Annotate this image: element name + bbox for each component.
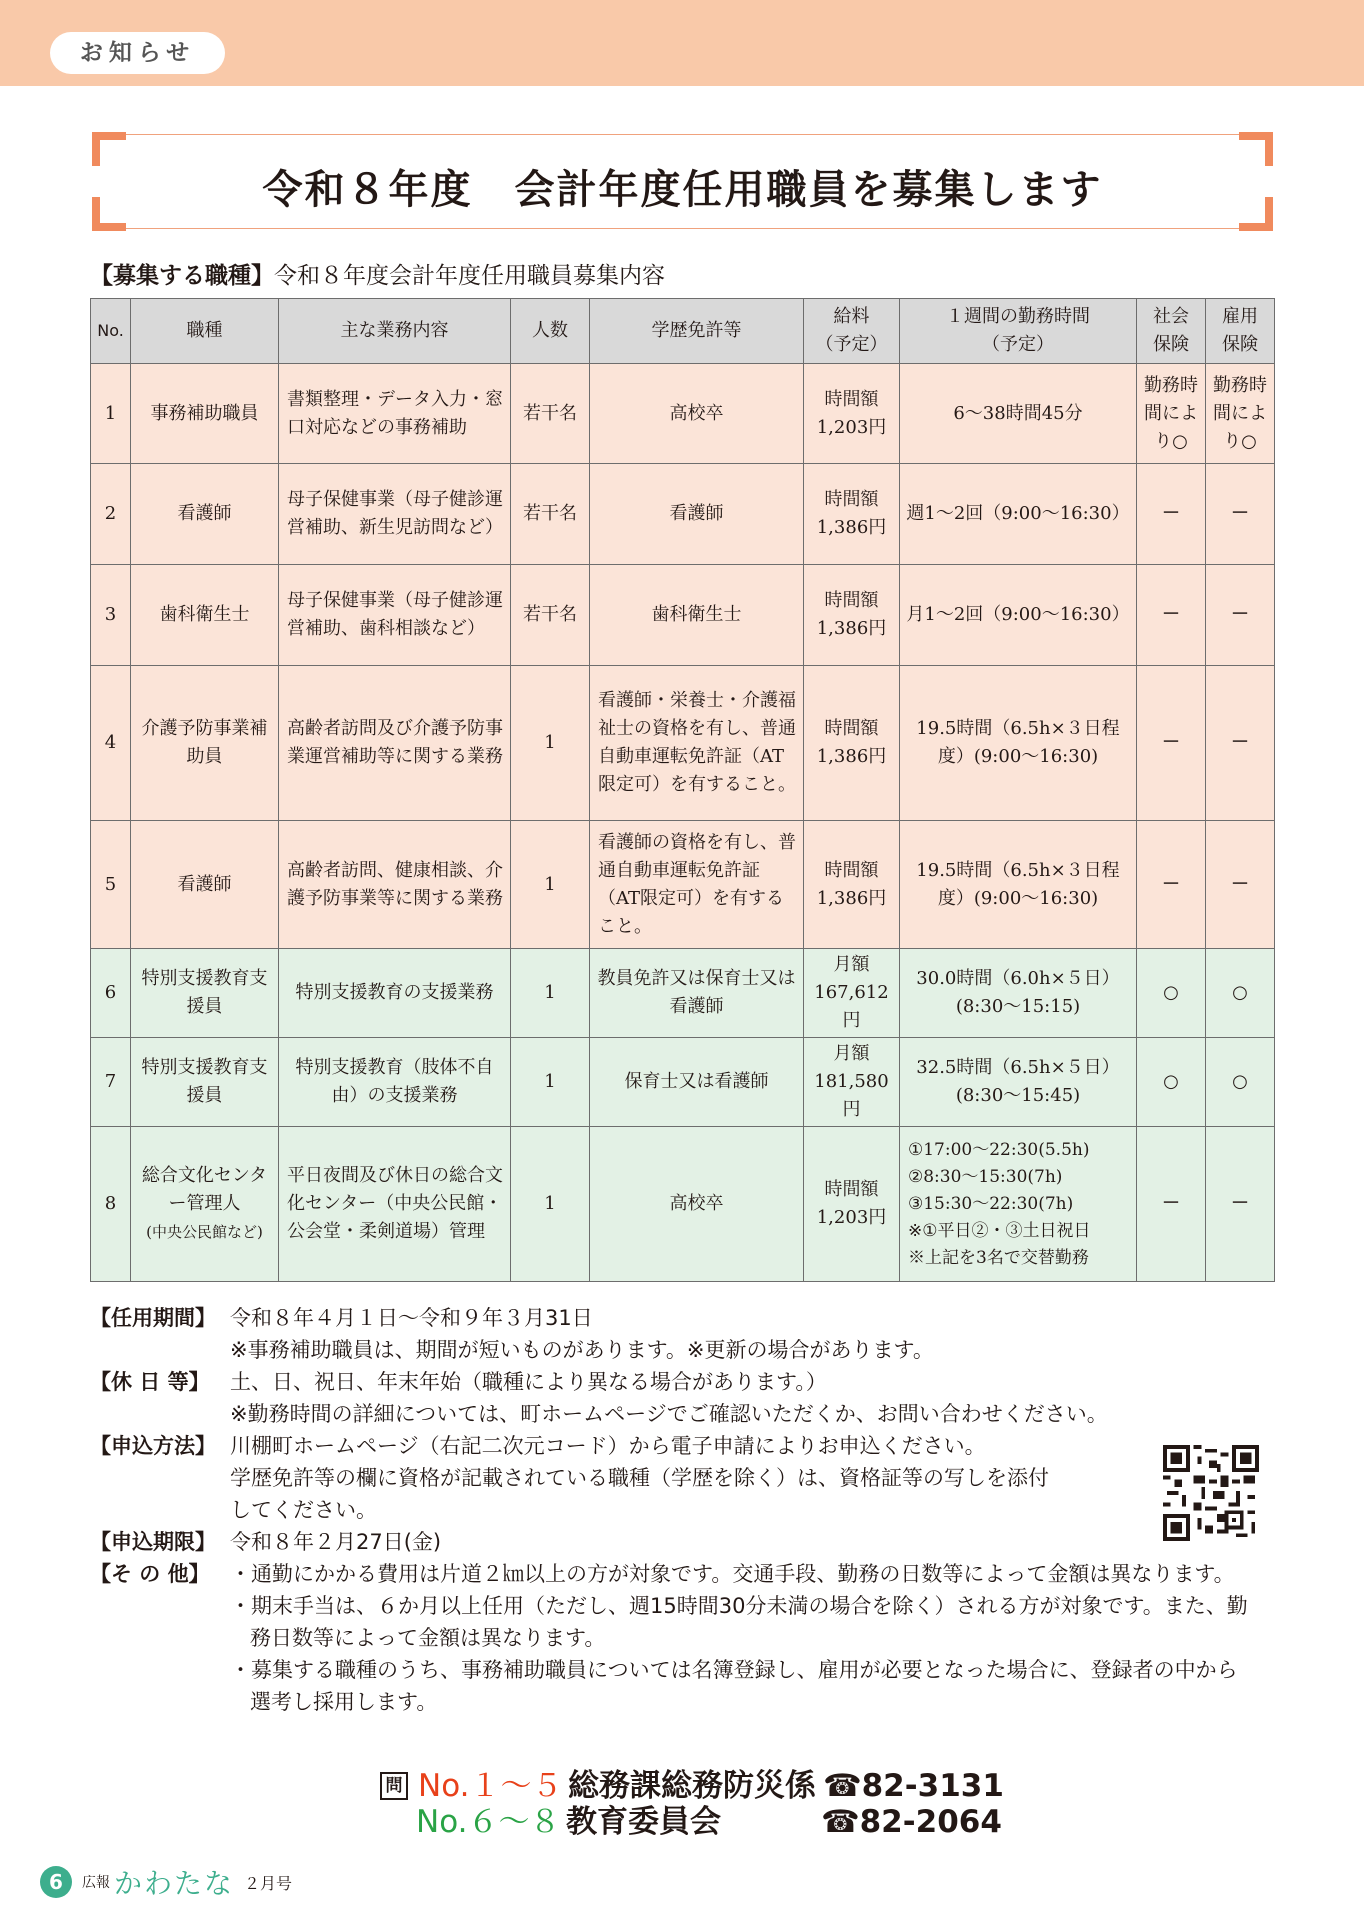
cell-hours: 19.5時間（6.5h×３日程度）(9:00～16:30): [900, 666, 1137, 821]
note-label: 【そ の 他】: [90, 1562, 210, 1586]
cell-employ: ○: [1206, 1038, 1275, 1127]
table-row: [91, 464, 1275, 565]
salary-amount: 1,386円: [816, 746, 887, 767]
cell-no: 2: [91, 464, 131, 565]
footer-pub: 広報: [82, 1875, 110, 1891]
cell-no: 5: [91, 821, 131, 949]
note-holiday: [90, 1366, 1290, 1430]
col-header-salary: [804, 299, 900, 364]
cell-no: 3: [91, 565, 131, 666]
inquiry-icon: 問: [380, 1772, 408, 1800]
cell-count: 1: [511, 821, 590, 949]
col-header-duties: 主な業務内容: [279, 299, 511, 364]
col-header-employ: [1206, 299, 1275, 364]
note-deadline: [90, 1526, 1290, 1558]
cell-no: 6: [91, 949, 131, 1038]
note-period: [90, 1302, 1290, 1366]
cell-job: 介護予防事業補助員: [131, 666, 279, 821]
job-name: 総合文化センター管理人: [141, 1165, 268, 1214]
salary-type: 時間額: [824, 1179, 879, 1200]
hours-line: ③15:30～22:30(7h): [908, 1193, 1074, 1214]
cell-duties: 高齢者訪問、健康相談、介護予防事業等に関する業務: [279, 821, 511, 949]
note-body: [230, 1366, 1290, 1430]
cell-count: 1: [511, 666, 590, 821]
note-line: 令和８年２月27日(金): [230, 1530, 442, 1554]
title-box: [92, 132, 1273, 231]
cell-salary: [804, 364, 900, 464]
cell-salary: [804, 464, 900, 565]
col-header-qual: 学歴免許等: [590, 299, 804, 364]
cell-no: 7: [91, 1038, 131, 1127]
cell-duties: 高齢者訪問及び介護予防事業運営補助等に関する業務: [279, 666, 511, 821]
col-header-count: 人数: [511, 299, 590, 364]
note-label: 【申込期限】: [90, 1530, 216, 1554]
contact-row: [380, 1768, 1004, 1804]
cell-qual: 歯科衛生士: [590, 565, 804, 666]
cell-qual: 高校卒: [590, 364, 804, 464]
cell-count: 1: [511, 949, 590, 1038]
cell-social: ○: [1137, 1038, 1206, 1127]
note-line: 川棚町ホームページ（右記二次元コード）から電子申請によりお申込ください。: [230, 1434, 986, 1458]
note-body: [230, 1430, 1290, 1526]
cell-qual: 保育士又は看護師: [590, 1038, 804, 1127]
cell-social: －: [1137, 565, 1206, 666]
cell-job: 看護師: [131, 464, 279, 565]
job-note: (中央公民館など): [146, 1223, 263, 1241]
note-bullet: ・募集する職種のうち、事務補助職員については名簿登録し、雇用が必要となった場合に、登録者の中から選考し採用します。: [230, 1658, 1238, 1714]
contact-tel[interactable]: ☎82-3131: [823, 1768, 1004, 1804]
cell-employ: 勤務時間により○: [1206, 364, 1275, 464]
note-line: ※事務補助職員は、期間が短いものがあります。※更新の場合があります。: [230, 1338, 934, 1362]
salary-amount: 181,580円: [814, 1071, 889, 1120]
cell-social: －: [1137, 1127, 1206, 1282]
hours-line: ②8:30～15:30(7h): [908, 1166, 1063, 1187]
cell-qual: 看護師: [590, 464, 804, 565]
table-row: [91, 565, 1275, 666]
cell-employ: －: [1206, 666, 1275, 821]
cell-job: 歯科衛生士: [131, 565, 279, 666]
cell-job: 看護師: [131, 821, 279, 949]
cell-duties: 特別支援教育（肢体不自由）の支援業務: [279, 1038, 511, 1127]
cell-duties: 母子保健事業（母子健診運営補助、歯科相談など）: [279, 565, 511, 666]
col-header-social: [1137, 299, 1206, 364]
cell-hours: 月1～2回（9:00～16:30）: [900, 565, 1137, 666]
note-bullet: ・期末手当は、６か月以上任用（ただし、週15時間30分未満の場合を除く）される方が対象です。また、勤務日数等によって金額は異なります。: [230, 1594, 1248, 1650]
cell-hours: 19.5時間（6.5h×３日程度）(9:00～16:30): [900, 821, 1137, 949]
cell-duties: 特別支援教育の支援業務: [279, 949, 511, 1038]
contact-section: [380, 1768, 1004, 1840]
cell-employ: －: [1206, 1127, 1275, 1282]
note-line: 土、日、祝日、年末年始（職種により異なる場合があります。）: [230, 1370, 827, 1394]
cell-hours: [900, 1127, 1137, 1282]
cell-salary: [804, 1038, 900, 1127]
note-other: [90, 1558, 1290, 1718]
cell-salary: [804, 565, 900, 666]
cell-employ: －: [1206, 464, 1275, 565]
note-body: [230, 1526, 1290, 1558]
cell-count: 若干名: [511, 364, 590, 464]
cell-job: [131, 1127, 279, 1282]
cell-salary: [804, 821, 900, 949]
notes-section: [90, 1302, 1290, 1718]
cell-count: 若干名: [511, 464, 590, 565]
col-header-hours: [900, 299, 1137, 364]
salary-type: 時間額: [824, 489, 879, 510]
table-row: [91, 949, 1275, 1038]
table-row: [91, 666, 1275, 821]
table-row: [91, 821, 1275, 949]
cell-no: 8: [91, 1127, 131, 1282]
salary-type: 月額: [833, 954, 870, 975]
cell-job: 特別支援教育支援員: [131, 949, 279, 1038]
salary-type: 時間額: [824, 718, 879, 739]
cell-count: 1: [511, 1038, 590, 1127]
col-header-hours-2: （予定）: [982, 334, 1054, 355]
contact-dept: 教育委員会: [566, 1804, 721, 1840]
cell-social: －: [1137, 821, 1206, 949]
note-label: 【休 日 等】: [90, 1370, 210, 1394]
cell-qual: 教員免許又は保育士又は看護師: [590, 949, 804, 1038]
cell-qual: 高校卒: [590, 1127, 804, 1282]
qr-code-icon[interactable]: [1163, 1445, 1259, 1541]
table-header-row: [91, 299, 1275, 364]
note-line: 学歴免許等の欄に資格が記載されている職種（学歴を除く）は、資格証等の写しを添付: [230, 1466, 1049, 1490]
cell-qual: 看護師・栄養士・介護福祉士の資格を有し、普通自動車運転免許証（AT限定可）を有すること。: [590, 666, 804, 821]
contact-range: No.１～５: [418, 1768, 563, 1804]
note-line: してください。: [230, 1498, 377, 1522]
table-caption: [90, 257, 665, 290]
cell-hours: 6～38時間45分: [900, 364, 1137, 464]
contact-tel[interactable]: ☎82-2064: [821, 1804, 1002, 1840]
col-header-job: 職種: [131, 299, 279, 364]
col-header-social-1: 社会: [1153, 306, 1189, 327]
col-header-social-2: 保険: [1153, 334, 1189, 355]
contact-dept: 総務課総務防災係: [568, 1768, 816, 1804]
contact-range: No.６～８: [416, 1804, 561, 1840]
note-body: [230, 1302, 1290, 1366]
salary-amount: 1,203円: [816, 1207, 887, 1228]
note-label: 【申込方法】: [90, 1434, 216, 1458]
cell-hours: 32.5時間（6.5h×５日）(8:30～15:45): [900, 1038, 1137, 1127]
salary-type: 時間額: [824, 590, 879, 611]
cell-hours: 30.0時間（6.0h×５日）(8:30～15:15): [900, 949, 1137, 1038]
cell-salary: [804, 949, 900, 1038]
col-header-employ-2: 保険: [1222, 334, 1258, 355]
cell-salary: [804, 666, 900, 821]
salary-amount: 1,203円: [816, 416, 887, 438]
cell-salary: [804, 1127, 900, 1282]
cell-social: 勤務時間により○: [1137, 364, 1206, 464]
cell-count: 若干名: [511, 565, 590, 666]
contact-row: [380, 1804, 1004, 1840]
salary-amount: 167,612円: [814, 982, 889, 1031]
salary-amount: 1,386円: [816, 517, 887, 538]
table-caption-label: 【募集する職種】: [90, 263, 274, 289]
cell-social: －: [1137, 464, 1206, 565]
cell-no: 1: [91, 364, 131, 464]
hours-line: ※上記を3名で交替勤務: [908, 1247, 1089, 1268]
cell-no: 4: [91, 666, 131, 821]
salary-type: 時間額: [824, 388, 879, 410]
col-header-no: No.: [91, 299, 131, 364]
hours-line: ①17:00～22:30(5.5h): [908, 1139, 1090, 1160]
section-tag: お知らせ: [50, 32, 225, 74]
cell-job: 特別支援教育支援員: [131, 1038, 279, 1127]
salary-type: 月額: [833, 1043, 870, 1064]
table-row: [91, 364, 1275, 464]
page-number: 6: [40, 1866, 72, 1898]
note-label: 【任用期間】: [90, 1306, 216, 1330]
table-row: [91, 1038, 1275, 1127]
table-row: [91, 1127, 1275, 1282]
note-bullet: ・通勤にかかる費用は片道２㎞以上の方が対象です。交通手段、勤務の日数等によって金額は異なります。: [230, 1562, 1235, 1586]
cell-employ: －: [1206, 821, 1275, 949]
salary-amount: 1,386円: [816, 618, 887, 639]
note-apply: [90, 1430, 1290, 1526]
table-caption-text: 令和８年度会計年度任用職員募集内容: [274, 263, 665, 289]
note-line: ※勤務時間の詳細については、町ホームページでご確認いただくか、お問い合わせください。: [230, 1402, 1108, 1426]
col-header-salary-1: 給料: [833, 306, 870, 327]
cell-qual: 看護師の資格を有し、普通自動車運転免許証（AT限定可）を有すること。: [590, 821, 804, 949]
cell-duties: 書類整理・データ入力・窓口対応などの事務補助: [279, 364, 511, 464]
col-header-hours-1: １週間の勤務時間: [946, 306, 1090, 327]
footer-name: かわたな: [114, 1867, 235, 1900]
cell-hours: 週1～2回（9:00～16:30）: [900, 464, 1137, 565]
cell-employ: ○: [1206, 949, 1275, 1038]
salary-amount: 1,386円: [816, 887, 887, 909]
hours-line: ※①平日②・③土日祝日: [908, 1220, 1091, 1241]
cell-duties: 母子保健事業（母子健診運営補助、新生児訪問など）: [279, 464, 511, 565]
note-line: 令和８年４月１日～令和９年３月31日: [230, 1306, 593, 1330]
top-band: [0, 0, 1364, 86]
page-title: 令和８年度 会計年度任用職員を募集します: [262, 167, 1103, 213]
page-footer: [40, 1864, 292, 1900]
cell-employ: －: [1206, 565, 1275, 666]
note-body: [230, 1558, 1290, 1718]
cell-duties: 平日夜間及び休日の総合文化センター（中央公民館・公会堂・柔剣道場）管理: [279, 1127, 511, 1282]
cell-count: 1: [511, 1127, 590, 1282]
cell-social: －: [1137, 666, 1206, 821]
col-header-employ-1: 雇用: [1222, 306, 1258, 327]
cell-job: 事務補助職員: [131, 364, 279, 464]
jobs-table: [90, 298, 1275, 1282]
salary-type: 時間額: [824, 859, 879, 881]
footer-issue: ２月号: [244, 1873, 293, 1893]
col-header-salary-2: （予定）: [815, 334, 888, 355]
cell-social: ○: [1137, 949, 1206, 1038]
